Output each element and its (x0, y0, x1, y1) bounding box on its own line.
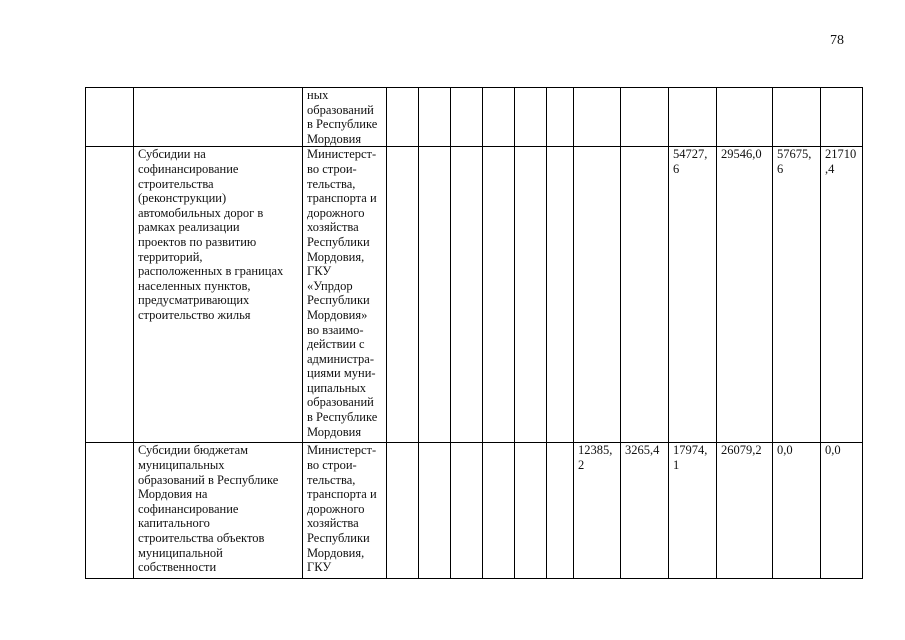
row3-description-cell: Субсидии бюджетам муниципальных образований в Республике Мордовия на софинансирование капитального строительства объектов муниципальной собственности (134, 443, 303, 579)
row3-col11-value: 3265,4 (621, 443, 669, 579)
row3-col5-cell (419, 443, 451, 579)
row2-col7-cell (483, 147, 515, 443)
row3-number-cell (86, 443, 134, 579)
row1-col4-cell (387, 88, 419, 147)
row3-responsible-cell: Министерст- во строи- тельства, транспорта и дорожного хозяйства Республики Мордовия, ГКУ (303, 443, 387, 579)
row3-col13-value: 26079,2 (717, 443, 773, 579)
row1-col14-cell (773, 88, 821, 147)
row1-col10-cell (574, 88, 621, 147)
row2-col13-value: 29546,0 (717, 147, 773, 443)
row1-number-cell (86, 88, 134, 147)
row2-col10-cell (574, 147, 621, 443)
row1-col12-cell (669, 88, 717, 147)
row3-col7-cell (483, 443, 515, 579)
row1-col6-cell (451, 88, 483, 147)
page-number: 78 (830, 33, 844, 48)
row1-col13-cell (717, 88, 773, 147)
row2-responsible-cell: Министерст- во строи- тельства, транспорта и дорожного хозяйства Республики Мордовия, ГКУ «Упрдор Республики Мордовия» во взаимо- действии с администра- циями муни- ципальных образований в Республике Мордовия (303, 147, 387, 443)
row3-col10-value: 12385, 2 (574, 443, 621, 579)
row1-col7-cell (483, 88, 515, 147)
table-row (86, 88, 863, 147)
row3-col15-value: 0,0 (821, 443, 863, 579)
table-row (86, 147, 863, 443)
row3-col8-cell (515, 443, 547, 579)
row1-col8-cell (515, 88, 547, 147)
row3-col9-cell (547, 443, 574, 579)
row3-col12-value: 17974, 1 (669, 443, 717, 579)
row1-description-cell (134, 88, 303, 147)
row1-col9-cell (547, 88, 574, 147)
row3-col4-cell (387, 443, 419, 579)
row2-col6-cell (451, 147, 483, 443)
row1-col11-cell (621, 88, 669, 147)
row3-col14-value: 0,0 (773, 443, 821, 579)
row1-col5-cell (419, 88, 451, 147)
row1-col15-cell (821, 88, 863, 147)
row1-responsible-cell: ных образований в Республике Мордовия (303, 88, 387, 147)
table-row (86, 443, 863, 579)
row2-col4-cell (387, 147, 419, 443)
row2-col11-cell (621, 147, 669, 443)
row2-col14-value: 57675, 6 (773, 147, 821, 443)
data-table (85, 87, 863, 579)
row2-col8-cell (515, 147, 547, 443)
row2-col9-cell (547, 147, 574, 443)
row2-col5-cell (419, 147, 451, 443)
row2-description-cell: Субсидии на софинансирование строительства (реконструкции) автомобильных дорог в рамках реализации проектов по развитию территорий, расположенных в границах населенных пунктов, предусматривающих строительство жилья (134, 147, 303, 443)
row3-col6-cell (451, 443, 483, 579)
row2-col12-value: 54727, 6 (669, 147, 717, 443)
row2-number-cell (86, 147, 134, 443)
row2-col15-value: 21710 ,4 (821, 147, 863, 443)
